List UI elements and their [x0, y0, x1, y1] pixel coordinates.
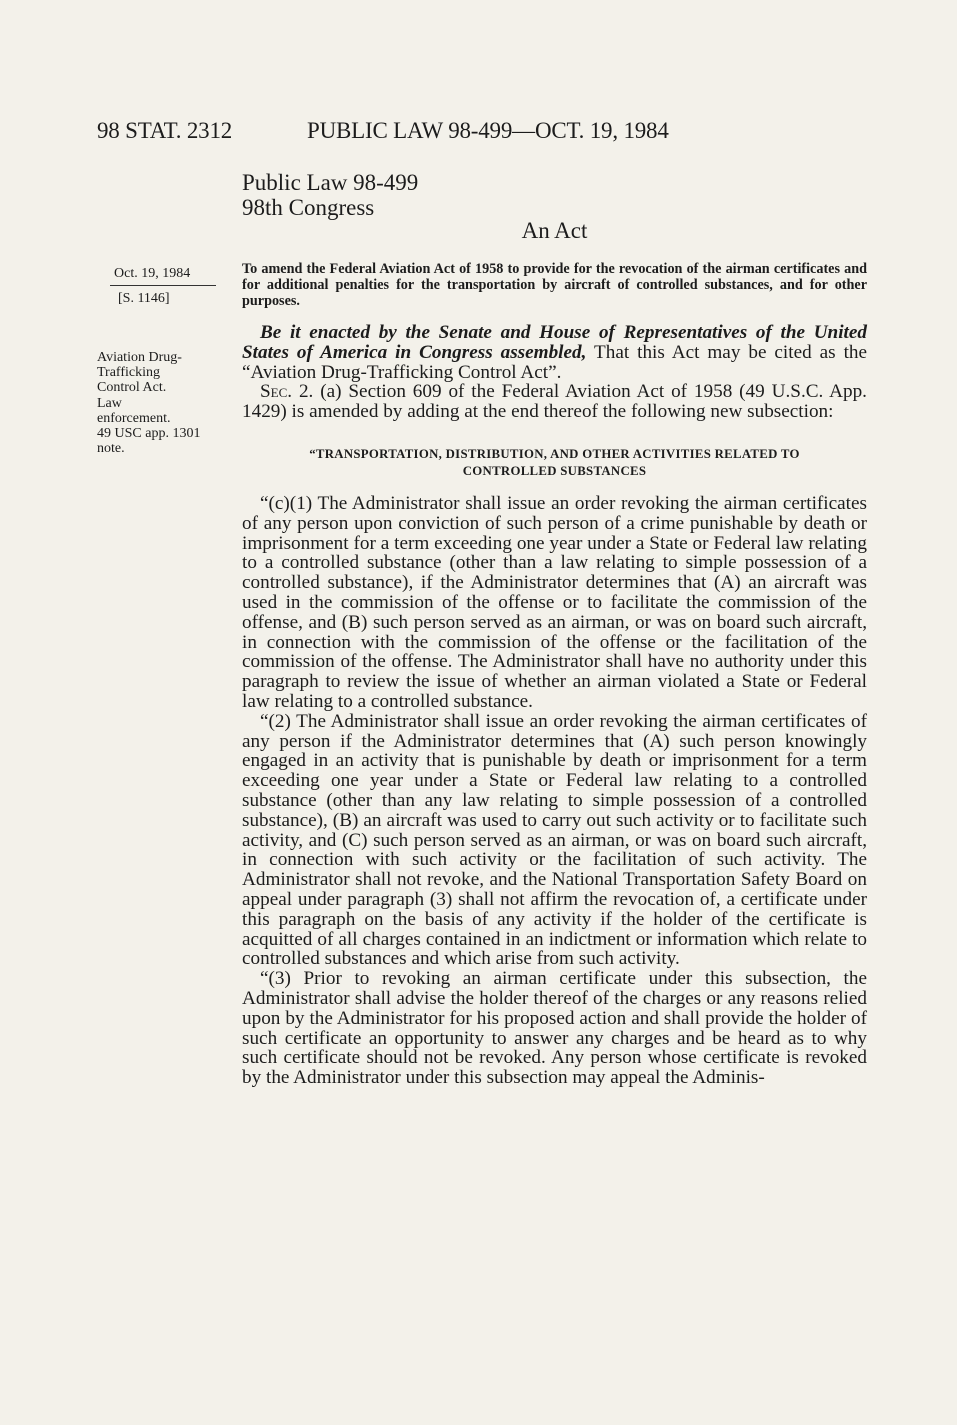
subsection-heading-line: “TRANSPORTATION, DISTRIBUTION, AND OTHER ACTIVITIES RELATED TO: [309, 446, 800, 461]
margin-date: Oct. 19, 1984: [114, 266, 191, 281]
enacting-clause: Be it enacted by the Senate and House of Representatives of the United States of America in Congress assembled,: [242, 322, 867, 363]
margin-note: Aviation Drug-: [97, 350, 182, 365]
paragraph-2: “(2) The Administrator shall issue an order revoking the airman certificates of any person if the Administrator determines that (A) such person knowingly engaged in an activity that is punishable by death or imprisonment for a term exceeding one year under a State or Federal law relating to a controlled substance (other than any law relating to simple possession of a controlled substance), (B) an aircraft was used to carry out such activity or to facilitate such activity, and (C) such person served as an airman, or was on board such aircraft, in connection with such activity or the facilitation of such activity. The Administrator shall not revoke, and the National Transportation Safety Board on appeal under paragraph (3) shall not affirm the revocation of, a certificate under this paragraph on the basis of any activity if the holder of the certificate is acquitted of all charges contained in an indictment or information which relate to controlled substances and which arise from such activity.: [242, 710, 867, 970]
margin-notes: [97, 350, 237, 456]
bill-number: [S. 1146]: [118, 291, 170, 306]
paragraph-c1: “(c)(1) The Administrator shall issue an order revoking the airman certificates of any person upon conviction of such person of a crime punishable by death or imprisonment for a term exceeding one year under a State or Federal law relating to a controlled substance (other than a law relating to simple possession of a controlled substance), if the Administrator determines that (A) an aircraft was used in the commission of the offense or to facilitate the commission of the offense, and (B) such person served as an airman, or was on board such aircraft, in connection with the commission of the offense or the facilitation of the commission of the offense. The Administrator shall have no authority under this paragraph to review the issue of whether an airman violated a State or Federal law relating to a controlled substance.: [242, 492, 867, 712]
margin-rule: [110, 285, 216, 286]
subsection-heading-line: CONTROLLED SUBSTANCES: [462, 463, 647, 478]
statute-page-number: 98 STAT. 2312: [97, 118, 233, 143]
an-act-heading: An Act: [521, 218, 588, 243]
paragraph-3: “(3) Prior to revoking an airman certificate under this subsection, the Administrator shall advise the holder thereof of the charges or any reasons relied upon by the Administrator for his proposed action and shall provide the holder of such certificate an opportunity to answer any charges and be heard as to why such certificate should not be revoked. Any person whose certificate is revoked by the Administrator under this subsection may appeal the Adminis-: [242, 968, 867, 1089]
margin-note: enforcement.: [97, 410, 171, 426]
section-2-paragraph: [242, 382, 867, 422]
act-purpose: To amend the Federal Aviation Act of 1958 to provide for the revocation of the airman certificates and for additional penalties for the transportation by aircraft of controlled substances, and for other purposes.: [242, 261, 867, 309]
enacting-paragraph: [242, 323, 867, 382]
margin-note: Trafficking: [97, 365, 160, 381]
margin-date-block: [114, 265, 216, 307]
congress-label: 98th Congress: [242, 195, 375, 220]
margin-note: note.: [97, 441, 125, 457]
short-title-sentence: That this Act may be cited as the “Aviation Drug-Trafficking Control Act”.: [242, 341, 868, 383]
subsection-heading: [242, 446, 867, 480]
public-law-number: Public Law 98-499: [242, 170, 419, 195]
body-text: [242, 323, 867, 1088]
margin-note: Law: [97, 395, 122, 411]
section-2-text: (a) Section 609 of the Federal Aviation Act of 1958 (49 U.S.C. App. 1429) is amended by adding at the end thereof the following new subsection:: [242, 381, 867, 423]
margin-note: Control Act.: [97, 380, 167, 396]
margin-note: 49 USC app. 1301: [97, 426, 201, 442]
public-law-date: PUBLIC LAW 98-499—OCT. 19, 1984: [307, 118, 669, 143]
title-block: [242, 170, 867, 243]
section-2-label: Sec. 2.: [260, 381, 314, 403]
